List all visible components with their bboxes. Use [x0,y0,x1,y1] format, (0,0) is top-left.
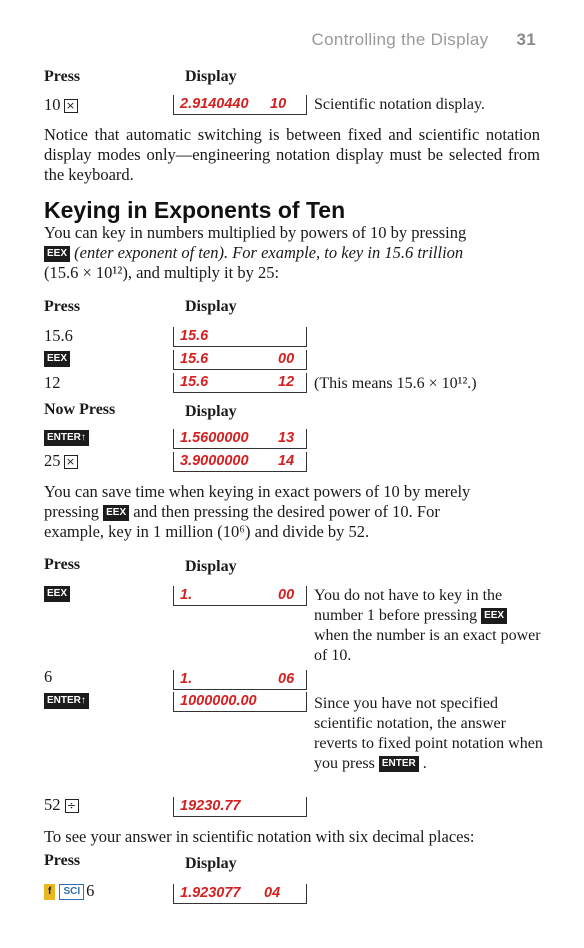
display-mantissa: 15.6 [180,374,209,390]
keystroke [44,429,89,447]
section-heading: Keying in Exponents of Ten [44,197,346,223]
eex-key-icon: EEX [481,608,507,624]
display-mantissa: 15.6 [180,351,209,367]
keystroke: 15.6 [44,326,73,345]
press-column-heading: Press [44,68,81,85]
display-mantissa: 3.9000000 [180,453,249,469]
paragraph-line [44,502,540,522]
f-key-icon: f [44,884,55,900]
paragraph-line-text: (enter exponent of ten). For example, to key in 15.6 trillion [74,243,464,262]
display-mantissa: 2.9140440 [180,96,249,112]
enter-key-icon: ENTER [379,756,419,772]
keystroke [44,350,70,368]
note-text: You do not have to key in the number 1 before pressing [314,587,503,624]
keystroke [44,585,70,603]
keystroke-f-sci-6 [44,881,94,901]
display-readout [173,586,307,606]
running-title: Controlling the Display [311,30,489,49]
section-paragraph-3: To see your answer in scientific notation with six decimal places: [44,827,475,846]
row-note-eex [314,586,544,666]
display-exponent: 12 [278,374,295,390]
display-mantissa: 19230.77 [180,798,241,814]
paragraph-line-text: pressing [44,502,99,521]
display-readout [173,797,307,817]
display-readout [173,327,307,347]
display-exponent: 14 [278,453,295,469]
display-exponent: 04 [264,885,281,901]
paragraph-line-text: and then pressing the desired power of 10. For [133,502,440,521]
section-paragraph-2 [44,482,540,542]
display-readout [173,373,307,393]
display-exponent: 06 [278,671,295,687]
display-readout [173,452,307,472]
display-readout [173,429,307,449]
display-exponent: 13 [278,430,295,446]
enter-key-icon: ENTER↑ [44,693,89,709]
display-column-heading: Display [185,298,237,315]
display-mantissa: 1.5600000 [180,430,249,446]
keystroke-number: 6 [86,881,95,900]
display-mantissa: 1. [180,671,193,687]
display-mantissa: 1.923077 [180,885,241,901]
eex-key-icon: EEX [44,351,70,367]
eex-key-icon: EEX [44,586,70,602]
enter-key-icon: ENTER↑ [44,430,89,446]
press-column-heading: Press [44,556,81,573]
intro-paragraph: Notice that automatic switching is between fixed and scientific notation display modes only—engineering notation display must be selected from the keyboard. [44,125,540,184]
row-note: Scientific notation display. [314,96,485,113]
note-text: Since you have not specified scientific notation, the answer reverts to fixed point notation when you press [314,695,543,772]
row-note-enter: Since you have not specified scientific notation, the answer reverts to fixed point notation when you press ENTER . [314,695,543,772]
keystroke-52-divide [44,795,79,815]
keystroke-number: 10 [44,95,61,114]
display-readout [173,692,307,712]
display-readout [173,670,307,690]
keystroke: 6 [44,667,53,686]
press-column-heading: Press [44,298,81,315]
display-mantissa: 1000000.00 [180,693,257,709]
row-note: (This means 15.6 × 10¹².) [314,375,477,392]
divide-key-icon: ÷ [65,799,79,813]
display-readout [173,95,307,115]
display-mantissa: 1. [180,587,193,603]
times-key-icon: × [64,455,78,469]
press-column-heading: Press [44,852,81,869]
times-key-icon: × [64,99,78,113]
paragraph-line: (15.6 × 10¹²), and multiply it by 25: [44,263,280,282]
paragraph-line: example, key in 1 million (10⁶) and divide by 52. [44,522,370,541]
now-press-column-heading: Now Press [44,401,116,418]
keystroke [44,692,89,710]
display-column-heading: Display [185,403,237,420]
display-readout [173,350,307,370]
display-exponent: 10 [270,96,287,112]
section-paragraph-1 [44,223,540,283]
display-exponent: 00 [278,587,295,603]
display-readout [173,884,307,904]
display-mantissa: 15.6 [180,328,209,344]
display-exponent: 00 [278,351,295,367]
paragraph-line: You can save time when keying in exact powers of 10 by merely [44,482,471,501]
page-header [0,30,536,50]
display-column-heading: Display [185,855,237,872]
eex-key-icon: EEX [103,505,129,521]
keystroke-number: 25 [44,451,61,470]
eex-key-icon: EEX [44,246,70,262]
keystroke-25-times [44,451,78,471]
note-text: when the number is an exact power of 10. [314,627,541,664]
page-number: 31 [516,30,536,49]
paragraph-line [44,243,540,263]
display-column-heading: Display [185,68,237,85]
display-column-heading: Display [185,558,237,575]
paragraph-line: You can key in numbers multiplied by powers of 10 by pressing [44,223,467,242]
keystroke-number: 52 [44,795,61,814]
keystroke-10-times [44,95,78,115]
sci-key-icon: SCI [59,884,84,900]
keystroke: 12 [44,373,61,392]
